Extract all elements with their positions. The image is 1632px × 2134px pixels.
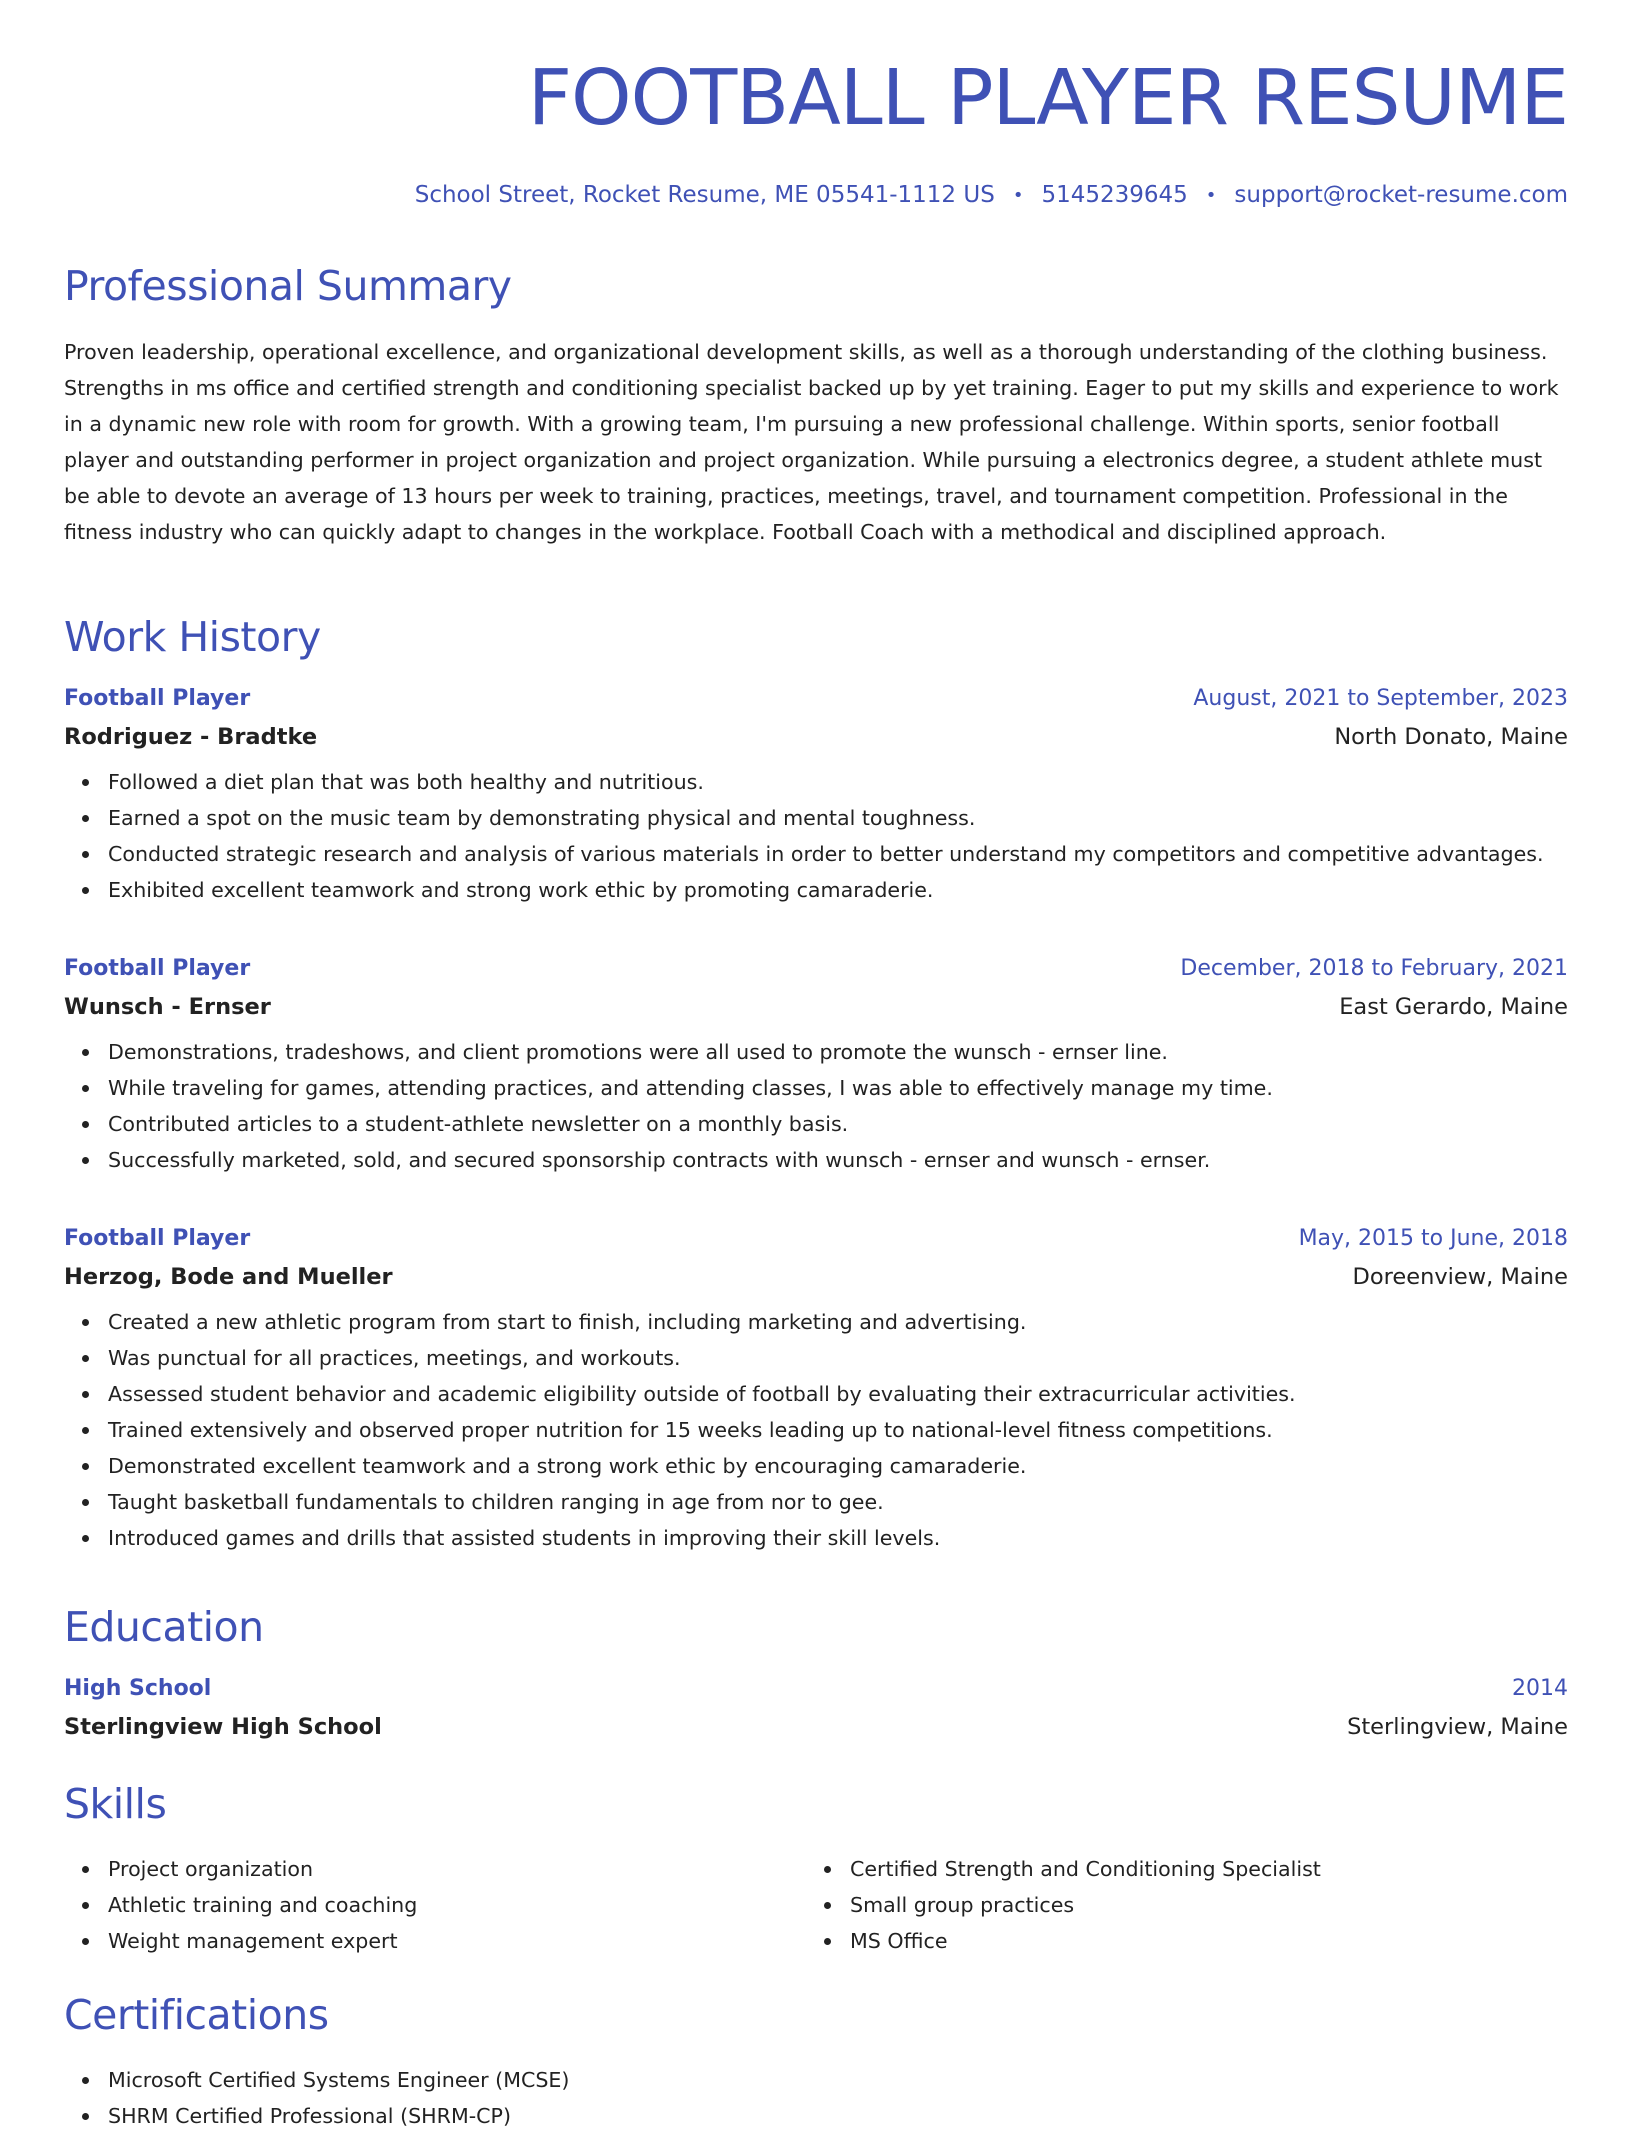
bullet-icon [82,1427,89,1434]
bullet-icon [82,1902,89,1909]
job-role: Football Player [64,1226,251,1251]
list-item-text: Exhibited excellent teamwork and strong work ethic by promoting camaraderie. [108,878,934,902]
job-company: Herzog, Bode and Mueller [64,1264,393,1290]
bullet-icon [824,1902,831,1909]
skills-column-right [806,1851,1548,1959]
education-year: 2014 [1512,1676,1568,1701]
summary-heading: Professional Summary [64,262,512,310]
certifications-list [64,2062,1568,2134]
bullet-icon [82,1391,89,1398]
contact-separator: • [1012,184,1024,206]
resume-title: FOOTBALL PLAYER RESUME [527,54,1568,143]
list-item-text: Introduced games and drills that assisted students in improving their skill levels. [108,1526,941,1550]
list-item [108,1448,1568,1484]
list-item [850,1923,1548,1959]
job-bullets [64,1304,1568,1556]
job-bullets [64,1034,1568,1178]
list-item [108,2098,1568,2134]
skills-list [64,1851,1568,1959]
list-item-text: Taught basketball fundamentals to children ranging in age from nor to gee. [108,1490,884,1514]
bullet-icon [82,1499,89,1506]
education-degree: High School [64,1676,212,1701]
bullet-icon [82,1938,89,1945]
list-item [108,1340,1568,1376]
job-location: North Donato, Maine [1334,724,1568,750]
certification-text: Microsoft Certified Systems Engineer (MCSE) [108,2068,570,2092]
list-item-text: Assessed student behavior and academic eligibility outside of football by evaluating their extracurricular activities. [108,1382,1296,1406]
list-item [108,1376,1568,1412]
education-heading: Education [64,1603,264,1651]
job-role: Football Player [64,686,251,711]
contact-phone[interactable]: 5145239645 [1041,182,1188,208]
work-history-heading: Work History [64,613,321,661]
list-item [108,1887,806,1923]
list-item [108,1520,1568,1556]
list-item-text: Contributed articles to a student-athlete newsletter on a monthly basis. [108,1112,849,1136]
education-location: Sterlingview, Maine [1347,1714,1568,1740]
bullet-icon [824,1938,831,1945]
list-item [108,1851,806,1887]
skill-text: Small group practices [850,1893,1075,1917]
job-location: Doreenview, Maine [1352,1264,1568,1290]
bullet-icon [82,815,89,822]
contact-email[interactable]: support@rocket-resume.com [1234,182,1568,208]
list-item [850,1887,1548,1923]
list-item [108,1142,1568,1178]
list-item-text: Followed a diet plan that was both healthy and nutritious. [108,770,704,794]
summary-text: Proven leadership, operational excellence, and organizational development skills, as well as a thorough understanding of the clothing business. Strengths in ms office and certified strength and conditioning specialist backed up by yet training. Eager to put my skills and experience to work in a dynamic new role with room for growth. With a growing team, I'm pursuing a new professional challenge. Within sports, senior football player and outstanding performer in project organization and project organization. While pursuing a electronics degree, a student athlete must be able to devote an average of 13 hours per week to training, practices, meetings, travel, and tournament competition. Professional in the fitness industry who can quickly adapt to changes in the workplace. Football Coach with a methodical and disciplined approach. [64,340,1559,544]
list-item [108,800,1568,836]
list-item [108,1484,1568,1520]
education-school: Sterlingview High School [64,1714,382,1740]
bullet-icon [82,1157,89,1164]
list-item [108,872,1568,908]
list-item [108,836,1568,872]
bullet-icon [82,1085,89,1092]
certifications-heading: Certifications [64,1991,329,2039]
job-bullets [64,764,1568,908]
list-item-text: Demonstrated excellent teamwork and a strong work ethic by encouraging camaraderie. [108,1454,1027,1478]
list-item [108,1034,1568,1070]
bullet-icon [82,1866,89,1873]
bullet-icon [82,1535,89,1542]
list-item-text: Trained extensively and observed proper nutrition for 15 weeks leading up to national-level fitness competitions. [108,1418,1273,1442]
contact-address: School Street, Rocket Resume, ME 05541-1112 US [414,182,995,208]
job-dates: December, 2018 to February, 2021 [1180,956,1568,981]
bullet-icon [82,779,89,786]
skill-text: Athletic training and coaching [108,1893,418,1917]
list-item-text: Demonstrations, tradeshows, and client promotions were all used to promote the wunsch - ernser line. [108,1040,1168,1064]
list-item [108,1412,1568,1448]
education-entry [64,1676,1568,1754]
job-entry [64,1226,1568,1556]
list-item-text: Successfully marketed, sold, and secured sponsorship contracts with wunsch - ernser and wunsch - ernser. [108,1148,1211,1172]
contact-line [415,182,1568,208]
certification-text: SHRM Certified Professional (SHRM-CP) [108,2104,511,2128]
list-item [850,1851,1548,1887]
job-company: Wunsch - Ernser [64,994,271,1020]
job-dates: May, 2015 to June, 2018 [1298,1226,1568,1251]
skills-column-left [64,1851,806,1959]
job-location: East Gerardo, Maine [1339,994,1568,1020]
bullet-icon [824,1866,831,1873]
bullet-icon [82,1463,89,1470]
bullet-icon [82,1049,89,1056]
list-item [108,1070,1568,1106]
bullet-icon [82,1121,89,1128]
list-item-text: While traveling for games, attending practices, and attending classes, I was able to effectively manage my time. [108,1076,1273,1100]
skill-text: Project organization [108,1857,314,1881]
skill-text: Weight management expert [108,1929,398,1953]
list-item [108,2062,1568,2098]
job-company: Rodriguez - Bradtke [64,724,318,750]
list-item [108,1106,1568,1142]
list-item-text: Created a new athletic program from start to finish, including marketing and advertising. [108,1310,1027,1334]
bullet-icon [82,1319,89,1326]
bullet-icon [82,1355,89,1362]
list-item-text: Was punctual for all practices, meetings, and workouts. [108,1346,681,1370]
job-role: Football Player [64,956,251,981]
list-item-text: Conducted strategic research and analysis of various materials in order to better understand my competitors and competitive advantages. [108,842,1544,866]
contact-separator: • [1205,184,1217,206]
bullet-icon [82,2113,89,2120]
list-item [108,1304,1568,1340]
list-item [108,1923,806,1959]
list-item [108,764,1568,800]
bullet-icon [82,887,89,894]
skills-heading: Skills [64,1780,167,1828]
list-item-text: Earned a spot on the music team by demonstrating physical and mental toughness. [108,806,976,830]
skill-text: Certified Strength and Conditioning Specialist [850,1857,1321,1881]
skill-text: MS Office [850,1929,948,1953]
job-dates: August, 2021 to September, 2023 [1193,686,1568,711]
bullet-icon [82,2077,89,2084]
bullet-icon [82,851,89,858]
job-entry [64,956,1568,1178]
job-entry [64,686,1568,908]
